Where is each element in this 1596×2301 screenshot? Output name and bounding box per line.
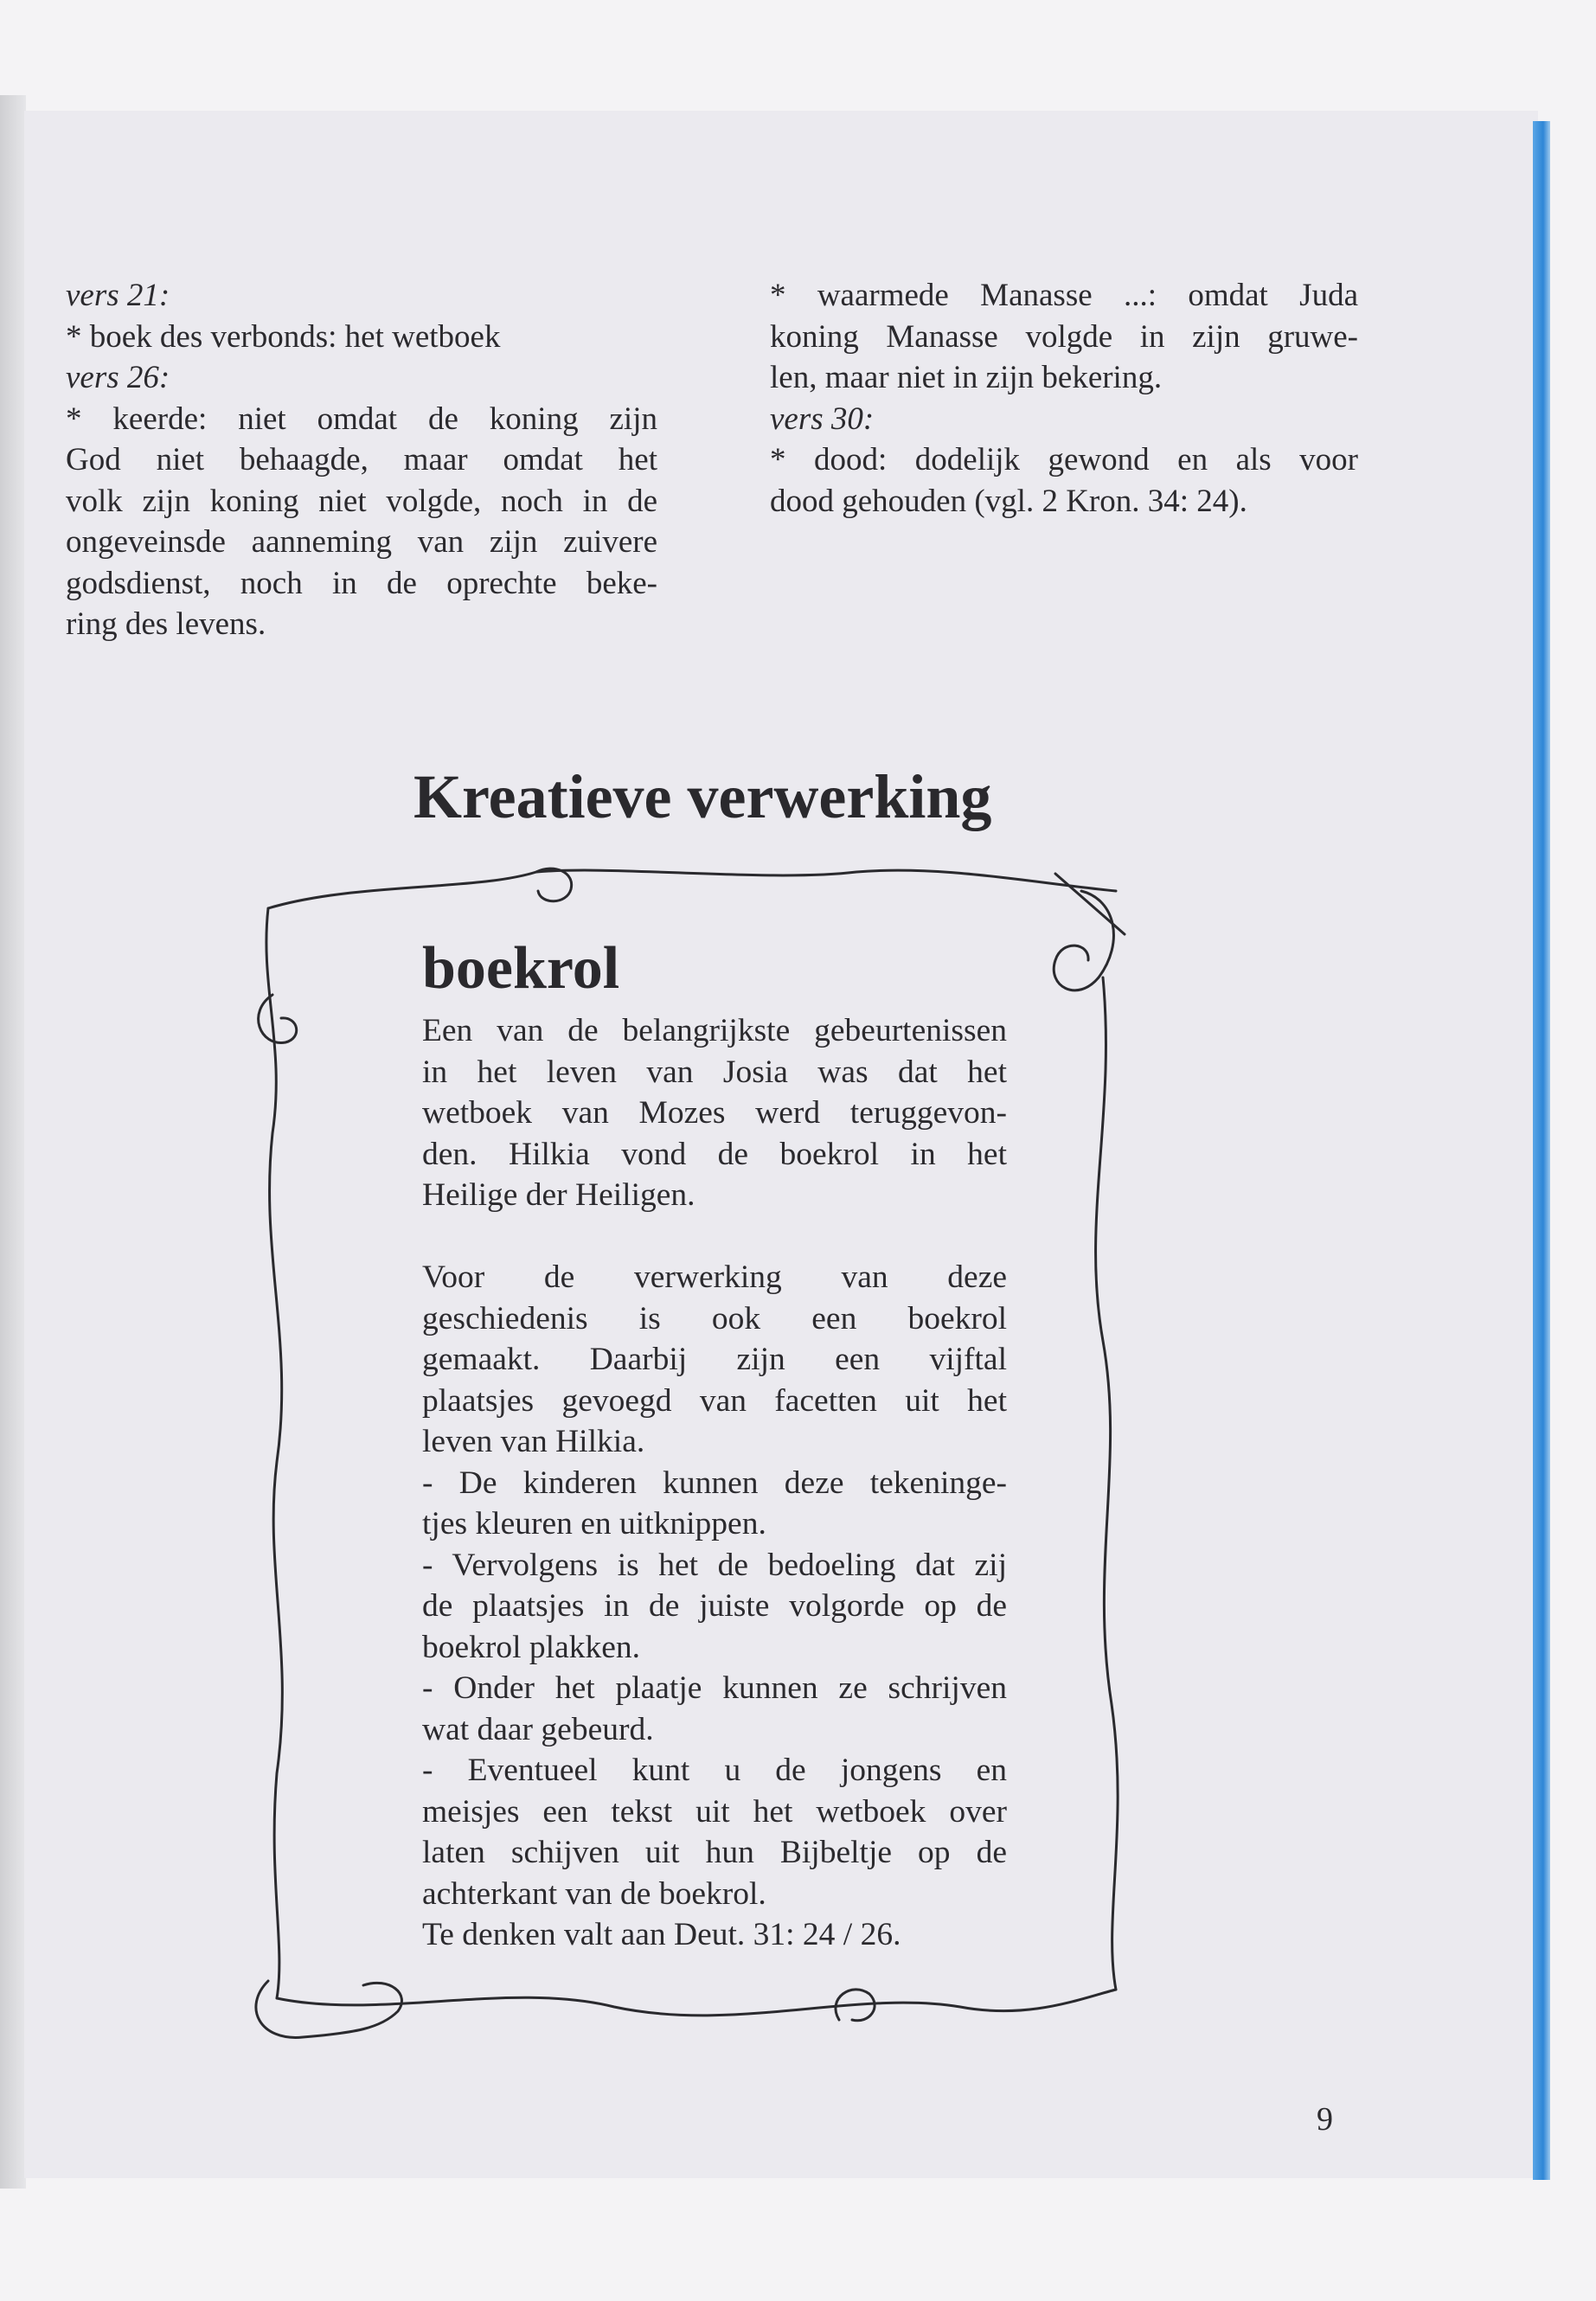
text-line: volk zijn koning niet volgde, noch in de — [66, 483, 657, 519]
text-line: ring des levens. — [66, 606, 266, 642]
text-line: gemaakt. Daarbij zijn een vijftal — [422, 1342, 1007, 1377]
boekrol-heading: boekrol — [422, 935, 620, 1002]
scroll-top-edge — [268, 870, 1116, 908]
text-line: - Vervolgens is het de bedoeling dat zij — [422, 1547, 1007, 1583]
text-line: wat daar gebeurd. — [422, 1711, 654, 1747]
verse-label: vers 30: — [770, 401, 875, 437]
text-line: * waarmede Manasse ...: omdat Juda — [770, 278, 1358, 313]
scroll-top-right-diagonal — [1055, 874, 1125, 934]
left-column — [66, 275, 657, 645]
text-line: godsdienst, noch in de oprechte beke- — [66, 565, 657, 601]
text-line: wetboek van Mozes werd teruggevon- — [422, 1095, 1007, 1131]
page-left-edge — [0, 95, 26, 2189]
text-line: Heilige der Heiligen. — [422, 1177, 695, 1213]
text-line: - Eventueel kunt u de jongens en — [422, 1753, 1007, 1788]
text-line: meisjes een tekst uit het wetboek over — [422, 1793, 1007, 1830]
text-line: geschiedenis is ook een boekrol — [422, 1300, 1007, 1336]
text-line: * dood: dodelijk gewond en als voor — [770, 442, 1358, 478]
right-column — [770, 275, 1358, 522]
scroll-right-edge — [1096, 977, 1118, 1990]
scroll-right-curl-top — [1054, 891, 1113, 990]
text-line: koning Manasse volgde in zijn gruwe- — [770, 318, 1358, 355]
text-line: * keerde: niet omdat de koning zijn — [66, 401, 657, 437]
text-line: - Onder het plaatje kunnen ze schrijven — [422, 1670, 1007, 1706]
scroll-left-curl-top — [259, 995, 297, 1042]
text-line: laten schijven uit hun Bijbeltje op de — [422, 1835, 1007, 1870]
text-line: in het leven van Josia was dat het — [422, 1054, 1007, 1090]
verse-label: vers 21: — [66, 278, 170, 313]
scroll-top-curl — [536, 868, 572, 901]
verse-note: * boek des verbonds: het wetboek — [66, 318, 501, 355]
text-line: boekrol plakken. — [422, 1629, 641, 1665]
boekrol-text-box — [422, 934, 1007, 1956]
text-line: Te denken valt aan Deut. 31: 24 / 26. — [422, 1917, 901, 1952]
text-line: tjes kleuren en uitknippen. — [422, 1506, 766, 1541]
text-line: de plaatsjes in de juiste volgorde op de — [422, 1588, 1007, 1624]
text-line: dood gehouden (vgl. 2 Kron. 34: 24). — [770, 483, 1247, 519]
scroll-left-edge — [266, 908, 282, 1998]
text-line: Een van de belangrijkste gebeurtenissen — [422, 1013, 1007, 1048]
page-number: 9 — [1317, 2101, 1333, 2138]
text-line: len, maar niet in zijn bekering. — [770, 360, 1163, 395]
text-line: ongeveinsde aanneming van zijn zuivere — [66, 524, 657, 560]
text-line: God niet behaagde, maar omdat het — [66, 442, 657, 478]
text-line: achterkant van de boekrol. — [422, 1875, 766, 1912]
verse-label: vers 26: — [66, 360, 170, 395]
text-line: leven van Hilkia. — [422, 1424, 645, 1459]
text-line: plaatsjes gevoegd van facetten uit het — [422, 1382, 1007, 1419]
page-right-blue-edge — [1533, 121, 1550, 2180]
text-line: Voor de verwerking van deze — [422, 1259, 1007, 1295]
text-line: - De kinderen kunnen deze tekeninge- — [422, 1465, 1007, 1501]
text-line: den. Hilkia vond de boekrol in het — [422, 1136, 1007, 1172]
section-title: Kreatieve verwerking — [413, 762, 992, 831]
